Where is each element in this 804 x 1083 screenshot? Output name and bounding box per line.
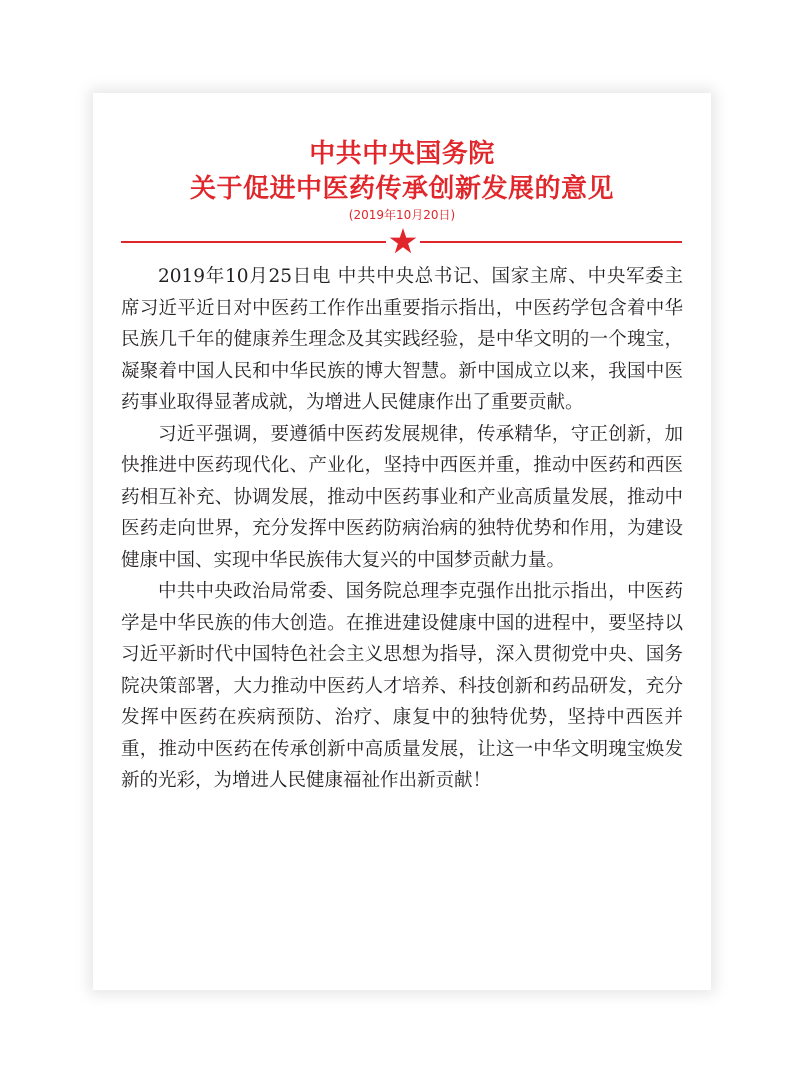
- star-icon: [389, 227, 417, 255]
- document-page: [93, 93, 711, 990]
- document-title-line-2: 关于促进中医药传承创新发展的意见: [189, 174, 614, 204]
- paragraph-2: 习近平强调，要遵循中医药发展规律，传承精华，守正创新，加快推进中医药现代化、产业化，坚持中西医并重，推动中医药和西医药相互补充、协调发展，推动中医药事业和产业高质量发展，推动中医药走向世界，充分发挥中医药防病治病的独特优势和作用，为建设健康中国、实现中华民族伟大复兴的中国梦贡献力量。: [121, 423, 683, 571]
- document-body: [121, 261, 683, 797]
- divider-left: [121, 241, 386, 243]
- divider-right: [420, 241, 682, 243]
- paragraph-1: 2019年10月25日电 中共中央总书记、国家主席、中央军委主席习近平近日对中医药工作作出重要指示指出，中医药学包含着中华民族几千年的健康养生理念及其实践经验，是中华文明的一个瑰宝，凝聚着中国人民和中华民族的博大智慧。新中国成立以来，我国中医药事业取得显著成就，为增进人民健康作出了重要贡献。: [121, 266, 683, 413]
- document-title-line-1: 中共中央国务院: [309, 139, 495, 169]
- document-date: (2019年10月20日): [348, 208, 456, 222]
- paragraph-3: 中共中央政治局常委、国务院总理李克强作出批示指出，中医药学是中华民族的伟大创造。在推进建设健康中国的进程中，要坚持以习近平新时代中国特色社会主义思想为指导，深入贯彻党中央、国务院决策部署，大力推动中医药人才培养、科技创新和药品研发，充分发挥中医药在疾病预防、治疗、康复中的独特优势，坚持中西医并重，推动中医药在传承创新中高质量发展，让这一中华文明瑰宝焕发新的光彩，为增进人民健康福祉作出新贡献！: [121, 581, 683, 791]
